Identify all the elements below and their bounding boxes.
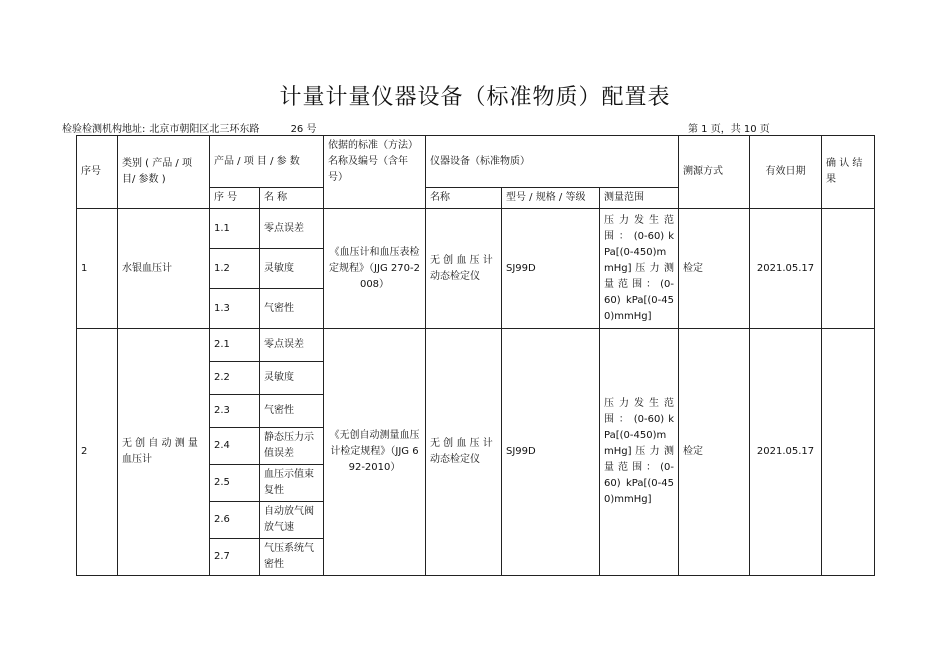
item-name: 气密性 [260, 395, 324, 428]
address-label: 检验检测机构地址: [62, 124, 146, 135]
item-name: 静态压力示值误差 [260, 428, 324, 465]
item-name: 零点误差 [260, 209, 324, 249]
item-name: 血压示值束复性 [260, 465, 324, 502]
item-name: 气密性 [260, 289, 324, 329]
row-inst-name: 无 创 血 压 计 动态检定仪 [426, 329, 502, 576]
item-no: 2.3 [210, 395, 260, 428]
item-no: 2.4 [210, 428, 260, 465]
row-inst-name: 无 创 血 压 计 动态检定仪 [426, 209, 502, 329]
row-seq: 2 [77, 329, 118, 576]
item-name: 自动放气阀放气速 [260, 502, 324, 539]
page-indicator: 第 1 页，共 10 页 [688, 124, 770, 135]
address-number: 26 号 [290, 124, 317, 135]
row-category: 无 创 自 动 测 量 血压计 [118, 329, 210, 576]
item-no: 2.1 [210, 329, 260, 362]
item-no: 1.3 [210, 289, 260, 329]
address-value: 北京市朝阳区北三环东路 [149, 124, 260, 135]
header-seq: 序号 [77, 136, 118, 209]
row-inst-range: 压 力 发 生 范 围 ： (0-60) kPa[(0-450)mmHg] 压 力 测 量 范 围 ： (0-60) kPa[(0-450)mmHg] [600, 329, 679, 576]
row-standard: 《无创自动测量血压计检定规程》（JJG 692-2010） [324, 329, 426, 576]
row-category: 水银血压计 [118, 209, 210, 329]
row-inst-model: SJ99D [502, 329, 600, 576]
row-valid-date: 2021.05.17 [750, 329, 822, 576]
item-name: 零点误差 [260, 329, 324, 362]
header-inst-range: 测量范围 [600, 188, 679, 209]
address-line [62, 120, 320, 135]
header-sub-name: 名 称 [260, 188, 324, 209]
header-instrument: 仪器设备（标准物质） [426, 136, 679, 188]
row-seq: 1 [77, 209, 118, 329]
table-row [77, 329, 875, 362]
header-valid-date: 有效日期 [750, 136, 822, 209]
row-confirm [822, 209, 875, 329]
item-no: 2.6 [210, 502, 260, 539]
row-trace: 检定 [679, 329, 750, 576]
item-name: 灵敏度 [260, 249, 324, 289]
row-inst-range: 压 力 发 生 范 围 ： (0-60) kPa[(0-450)mmHg] 压 力 测 量 范 围 ： (0-60) kPa[(0-450)mmHg] [600, 209, 679, 329]
header-sub-seq: 序 号 [210, 188, 260, 209]
item-name: 灵敏度 [260, 362, 324, 395]
page-title: 计量计量仪器设备（标准物质）配置表 [279, 85, 671, 110]
header-trace: 溯源方式 [679, 136, 750, 209]
header-inst-model: 型号 / 规格 / 等级 [502, 188, 600, 209]
item-no: 1.1 [210, 209, 260, 249]
item-no: 1.2 [210, 249, 260, 289]
table-row [77, 209, 875, 249]
row-trace: 检定 [679, 209, 750, 329]
item-no: 2.2 [210, 362, 260, 395]
header-product-item: 产品 / 项 目 / 参 数 [210, 136, 324, 188]
header-confirm: 确 认 结 果 [822, 136, 875, 209]
item-name: 气压系统气密性 [260, 539, 324, 576]
row-valid-date: 2021.05.17 [750, 209, 822, 329]
item-no: 2.7 [210, 539, 260, 576]
item-no: 2.5 [210, 465, 260, 502]
row-standard: 《血压计和血压表检定规程》（JJG 270-2008） [324, 209, 426, 329]
header-standard: 依据的标准（方法）名称及编号（含年号） [324, 136, 426, 209]
config-table [76, 135, 875, 576]
row-confirm [822, 329, 875, 576]
header-inst-name: 名称 [426, 188, 502, 209]
header-category: 类别 ( 产品 / 项目/ 参数 ) [118, 136, 210, 209]
row-inst-model: SJ99D [502, 209, 600, 329]
